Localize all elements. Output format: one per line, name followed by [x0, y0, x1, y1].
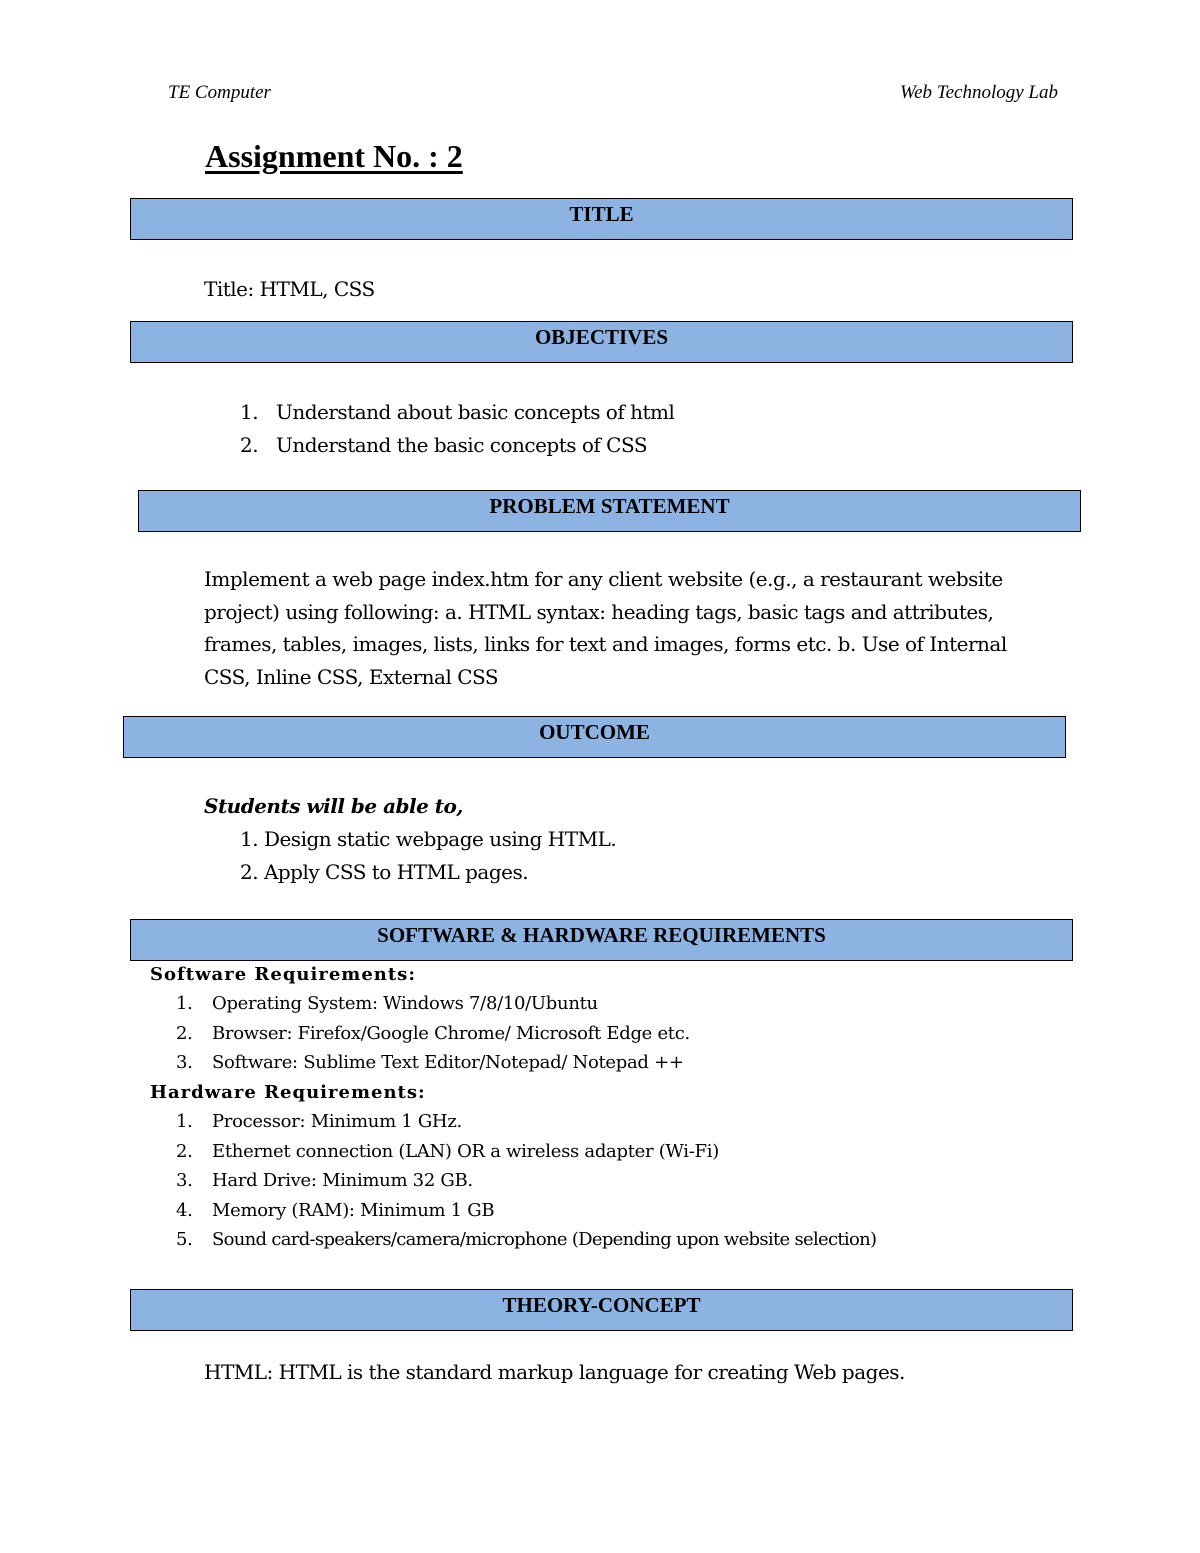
list-item — [176, 989, 690, 1019]
list-item-number: 1. — [240, 400, 259, 424]
list-item-number: 3. — [176, 1052, 193, 1073]
list-item — [240, 429, 674, 462]
header-course: TE Computer — [168, 82, 271, 103]
software-heading: Software Requirements: — [150, 964, 416, 985]
list-item-number: 5. — [176, 1229, 193, 1250]
objectives-band: OBJECTIVES — [130, 321, 1073, 363]
list-item — [176, 1137, 876, 1167]
problem-statement-text — [204, 563, 1007, 693]
problem-statement-band: PROBLEM STATEMENT — [138, 490, 1081, 532]
list-item-number: 2. — [176, 1022, 193, 1044]
list-item-text: Operating System: Windows 7/8/10/Ubuntu — [212, 993, 598, 1014]
theory-band: THEORY-CONCEPT — [130, 1289, 1073, 1331]
list-item: 2. Apply CSS to HTML pages. — [240, 859, 529, 884]
list-item — [176, 1048, 690, 1078]
list-item — [176, 1107, 876, 1137]
list-item: 1. Design static webpage using HTML. — [240, 827, 617, 851]
list-item-text: Software: Sublime Text Editor/Notepad/ Notepad ++ — [212, 1052, 684, 1073]
list-item-number: 2. — [176, 1140, 193, 1162]
outcome-list — [240, 823, 616, 888]
list-item — [176, 1196, 876, 1226]
problem-line: CSS, Inline CSS, External CSS — [204, 664, 499, 689]
hardware-heading: Hardware Requirements: — [150, 1082, 426, 1103]
list-item-number: 2. — [240, 432, 259, 457]
list-item-text: Browser: Firefox/Google Chrome/ Microsoft Edge etc. — [212, 1022, 690, 1044]
problem-line: frames, tables, images, lists, links for text and images, forms etc. b. Use of Internal — [204, 632, 1007, 656]
list-item — [176, 1166, 876, 1196]
list-item-text: Processor: Minimum 1 GHz. — [212, 1111, 462, 1132]
list-item — [240, 396, 674, 429]
outcome-intro: Students will be able to, — [204, 794, 463, 818]
outcome-band: OUTCOME — [123, 716, 1066, 758]
assignment-heading: Assignment No. : 2 — [205, 138, 463, 174]
list-item — [176, 1019, 690, 1049]
list-item-text: Understand the basic concepts of CSS — [276, 432, 648, 457]
list-item-number: 4. — [176, 1199, 193, 1221]
list-item-number: 1. — [176, 1111, 193, 1132]
list-item-text: Hard Drive: Minimum 32 GB. — [212, 1170, 473, 1191]
list-item-text: Understand about basic concepts of html — [276, 400, 675, 424]
list-item — [176, 1225, 876, 1255]
problem-line: project) using following: a. HTML syntax: heading tags, basic tags and attributes, — [204, 599, 994, 624]
list-item-text: Memory (RAM): Minimum 1 GB — [212, 1199, 495, 1221]
hardware-list — [176, 1107, 876, 1255]
title-band: TITLE — [130, 198, 1073, 240]
requirements-band: SOFTWARE & HARDWARE REQUIREMENTS — [130, 919, 1073, 961]
objectives-list — [240, 396, 674, 461]
list-item-number: 3. — [176, 1170, 193, 1191]
software-list — [176, 989, 690, 1078]
list-item-text: Ethernet connection (LAN) OR a wireless adapter (Wi-Fi) — [212, 1140, 719, 1162]
title-text: Title: HTML, CSS — [204, 277, 375, 301]
list-item-number: 1. — [176, 993, 193, 1014]
problem-line: Implement a web page index.htm for any client website (e.g., a restaurant website — [204, 567, 1003, 591]
list-item-text: Sound card-speakers/camera/microphone (Depending upon website selection) — [212, 1229, 877, 1250]
header-lab: Web Technology Lab — [900, 82, 1058, 103]
theory-text: HTML: HTML is the standard markup language for creating Web pages. — [204, 1360, 905, 1384]
